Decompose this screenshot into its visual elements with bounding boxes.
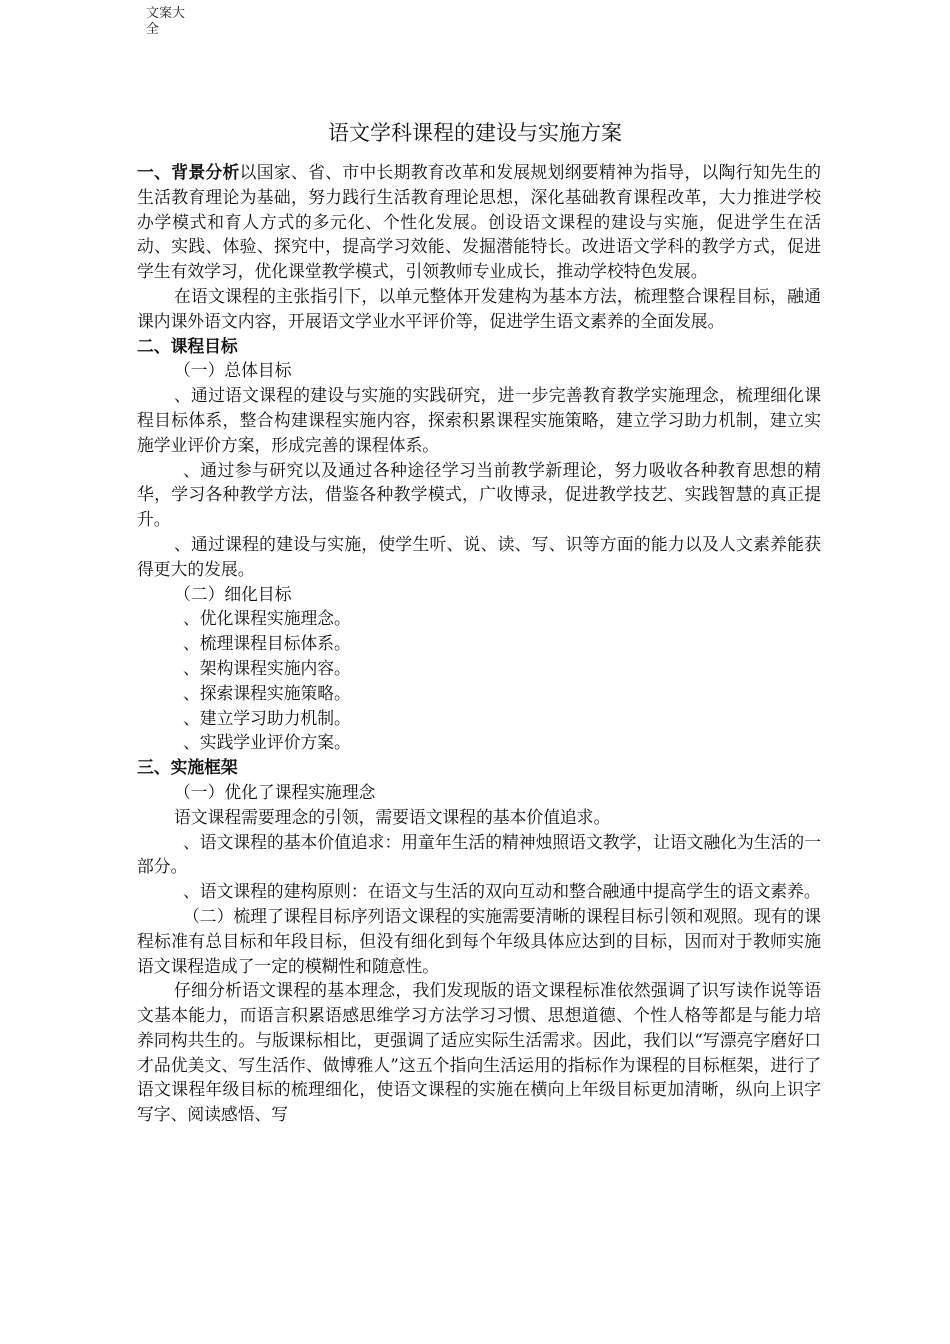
list-item: 、架构课程实施内容。	[183, 657, 351, 678]
section3-paragraph-5: 仔细分析语文课程的基本理念，我们发现版的语文课程标准依然强调了识写读作说等语文基本能力，而语言积累语感思维学习方法学习习惯、思想道德、个性人格等都是与能力培养同构共生的。与版课标相比，更强调了适应实际生活需求。因此，我们以“写漂亮字磨好口才品优美文、写生活作、做博雅人”这五个指向生活运用的指标作为课程的目标框架，进行了语文课程年级目标的梳理细化，使语文课程的实施在横向上年级目标更加清晰，纵向上识字写字、阅读感悟、写	[137, 980, 821, 1125]
section2-subheading-2: （二）细化目标	[174, 583, 292, 604]
section2-subheading-1: （一）总体目标	[174, 360, 292, 381]
list-item: 、优化课程实施理念。	[183, 608, 351, 629]
section1-paragraph	[137, 160, 821, 284]
document-body	[137, 160, 821, 1127]
section3-paragraph-4: （二）梳理了课程目标序列语文课程的实施需要清晰的课程目标引领和观照。现有的课程标准有总目标和年段目标，但没有细化到每个年级具体应达到的目标，因而对于教师实施语文课程造成了一定的模糊性和随意性。	[137, 905, 821, 976]
list-item: 、建立学习助力机制。	[183, 707, 351, 728]
section2-heading: 二、课程目标	[137, 335, 238, 356]
goal-paragraph-2: 、通过参与研究以及通过各种途径学习当前教学新理论，努力吸收各种教育思想的精华，学习各种教学方法，借鉴各种教学模式，广收博录，促进教学技艺、实践智慧的真正提升。	[137, 459, 821, 530]
section3-paragraph-1: 语文课程需要理念的引领，需要语文课程的基本价值追求。	[174, 806, 611, 827]
section3-heading: 三、实施框架	[137, 757, 238, 778]
list-item: 、实践学业评价方案。	[183, 732, 351, 753]
list-item: 、梳理课程目标体系。	[183, 633, 351, 654]
document-title: 语文学科课程的建设与实施方案	[328, 121, 622, 145]
section1-paragraph-2: 在语文课程的主张指引下，以单元整体开发建构为基本方法，梳理整合课程目标，融通课内课外语文内容，开展语文学业水平评价等，促进学生语文素养的全面发展。	[137, 285, 821, 331]
list-item: 、探索课程实施策略。	[183, 682, 351, 703]
section3-paragraph-3: 、语文课程的建构原则：在语文与生活的双向互动和整合融通中提高学生的语文素养。	[183, 881, 821, 902]
section3-subheading-1: （一）优化了课程实施理念	[174, 781, 376, 802]
section1-text: 以国家、省、市中长期教育改革和发展规划纲要精神为指导，以陶行知先生的生活教育理论为基础，努力践行生活教育理论思想，深化基础教育课程改革，大力推进学校办学模式和育人方式的多元化、个性化发展。创设语文课程的建设与实施，促进学生在活动、实践、体验、探究中，提高学习效能、发掘潜能特长。改进语文学科的教学方式，促进学生有效学习，优化课堂教学模式，引领教师专业成长，推动学校特色发展。	[137, 162, 821, 282]
goal-paragraph-3: 、通过课程的建设与实施，使学生听、说、读、写、识等方面的能力以及人文素养能获得更大的发展。	[137, 533, 821, 579]
section3-paragraph-2: 、语文课程的基本价值追求：用童年生活的精神烛照语文教学，让语文融化为生活的一部分。	[137, 831, 821, 877]
header-mark: 文案大全	[146, 6, 186, 37]
section1-heading: 一、背景分析	[137, 162, 240, 182]
goal-paragraph-1: 、通过语文课程的建设与实施的实践研究，进一步完善教育教学实施理念，梳理细化课程目标体系，整合构建课程实施内容，探索积累课程实施策略，建立学习助力机制，建立实施学业评价方案，形成完善的课程体系。	[137, 385, 821, 455]
